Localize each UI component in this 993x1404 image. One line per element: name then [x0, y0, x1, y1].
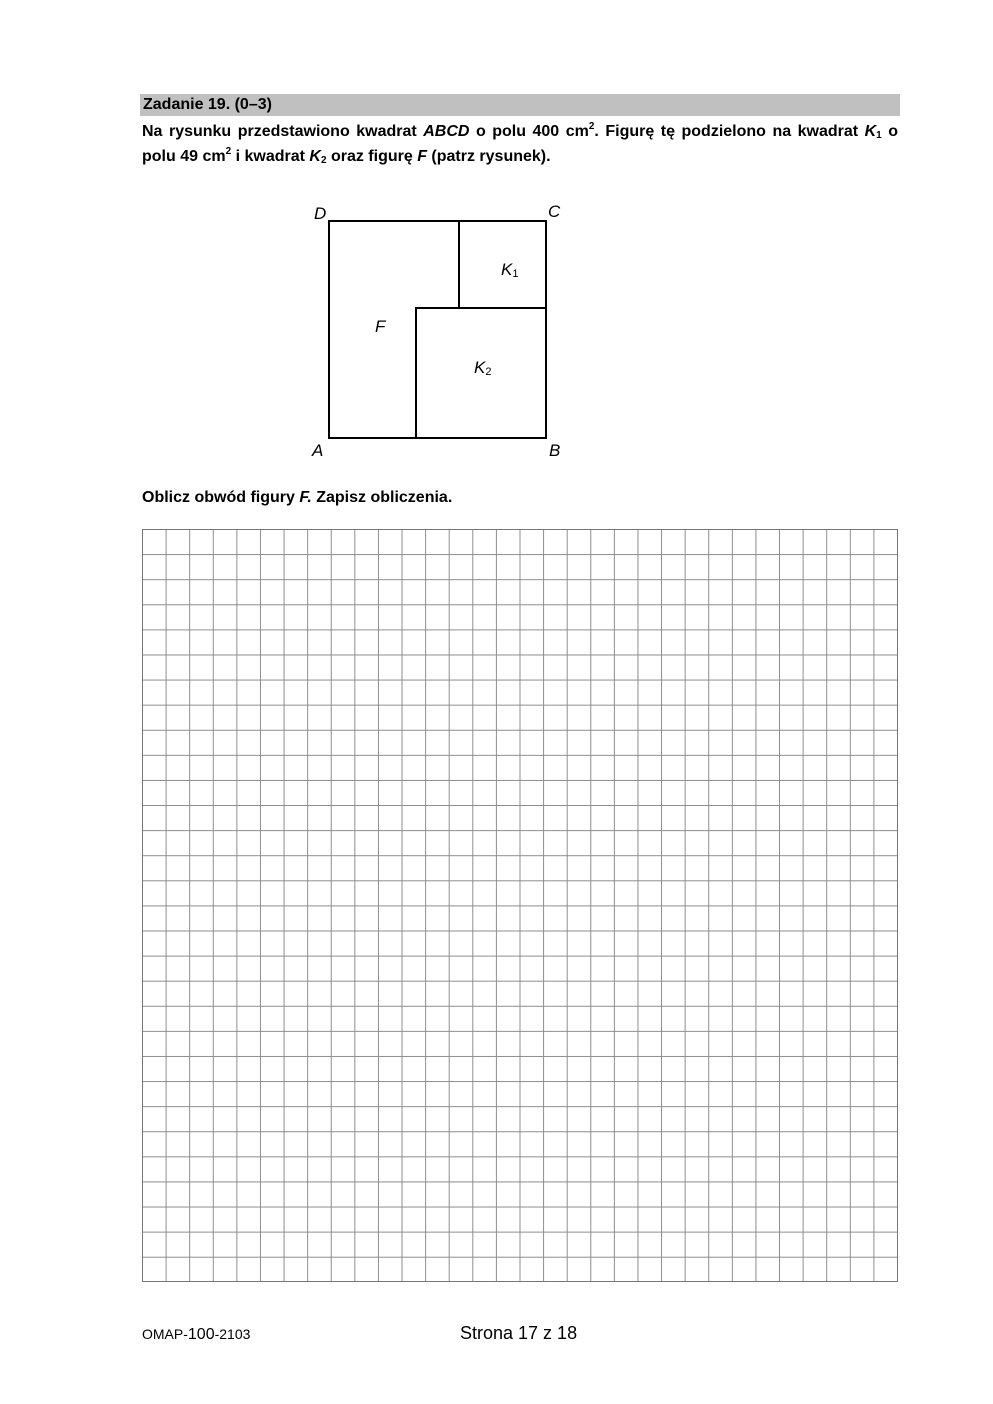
- task-header: Zadanie 19. (0–3): [140, 94, 900, 116]
- region-label-f: F: [375, 317, 386, 336]
- region-label-k2: K2: [474, 358, 492, 378]
- vertex-label-c: C: [548, 202, 561, 221]
- square-abcd-figure: [0, 0, 993, 480]
- instruction-text: Oblicz obwód figury F. Zapisz obliczenia.: [142, 489, 453, 506]
- region-label-k1: K1: [501, 260, 519, 280]
- vertex-label-b: B: [549, 441, 561, 460]
- square-abcd-outline: [329, 221, 546, 438]
- vertex-label-d: D: [314, 204, 327, 223]
- task-statement: Na rysunku przedstawiono kwadrat ABCD o polu 400 $cm^2$. Figurę tę podzielono na kwadrat $K_1$ o polu 49 $cm^2$ i kwadrat $K_2$ oraz figurę F (patrz rysunek).: [142, 121, 899, 166]
- page-number: Strona 17 z 18: [460, 1323, 578, 1343]
- exam-code: OMAP-100-2103: [142, 1326, 251, 1343]
- answer-grid[interactable]: [142, 529, 898, 1282]
- vertex-label-a: A: [312, 441, 324, 460]
